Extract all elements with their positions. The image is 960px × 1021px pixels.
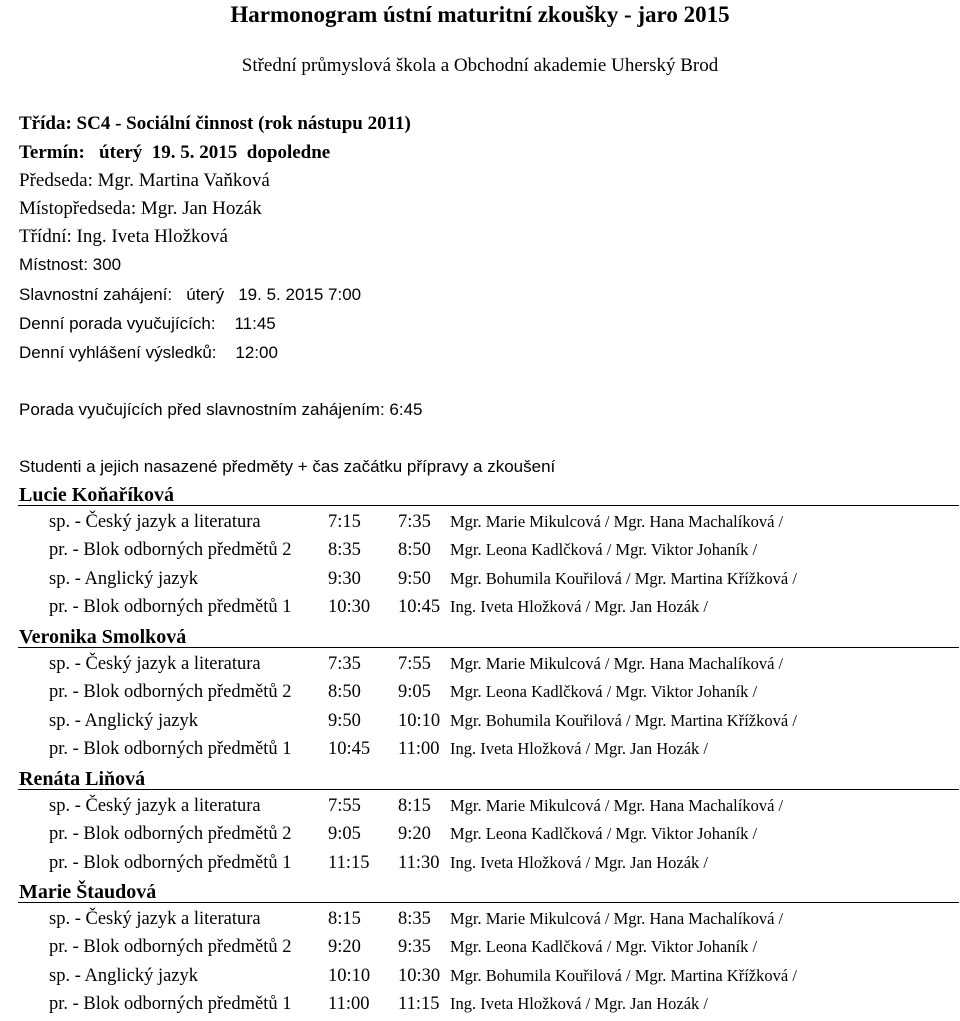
prep-time: 10:30 (328, 596, 371, 617)
exam-subject: pr. - Blok odborných předmětů 1 (49, 852, 292, 873)
prep-time: 7:15 (328, 512, 361, 532)
exam-subject: pr. - Blok odborných předmětů 1 (49, 738, 292, 759)
student-divider (18, 902, 959, 903)
examiners: Ing. Iveta Hložková / Mgr. Jan Hozák / (450, 993, 708, 1013)
examiners: Mgr. Bohumila Kouřilová / Mgr. Martina Křížková / (450, 568, 797, 588)
student-divider (18, 647, 959, 648)
prep-time: 11:00 (328, 993, 370, 1014)
exam-time: 10:30 (398, 965, 441, 986)
exam-time: 9:20 (398, 824, 431, 845)
examiners: Mgr. Bohumila Kouřilová / Mgr. Martina Křížková / (450, 710, 797, 730)
exam-subject: pr. - Blok odborných předmětů 2 (49, 682, 292, 703)
class-teacher: Třídní: Ing. Iveta Hložková (19, 226, 228, 247)
exam-subject: pr. - Blok odborných předmětů 2 (49, 937, 292, 958)
exam-time: 9:35 (398, 937, 431, 958)
exam-time: 8:35 (398, 909, 431, 929)
exam-subject: sp. - Anglický jazyk (49, 710, 199, 731)
exam-time: 10:45 (398, 596, 441, 617)
exam-subject: sp. - Anglický jazyk (49, 568, 199, 589)
prep-time: 7:55 (328, 796, 361, 816)
exam-time: 7:55 (398, 654, 431, 674)
exam-time: 7:35 (398, 512, 431, 532)
examiners: Mgr. Leona Kadlčková / Mgr. Viktor Johaník / (450, 824, 758, 844)
prep-time: 11:15 (328, 852, 370, 873)
term-line: Termín: úterý 19. 5. 2015 dopoledne (19, 142, 331, 163)
student-divider (18, 505, 959, 506)
examiners: Mgr. Marie Mikulcová / Mgr. Hana Machalíková / (450, 909, 784, 928)
prep-time: 9:30 (328, 568, 361, 589)
prep-time: 10:45 (328, 738, 371, 759)
examiners: Mgr. Leona Kadlčková / Mgr. Viktor Johaník / (450, 682, 758, 702)
examiners: Mgr. Marie Mikulcová / Mgr. Hana Machalíková / (450, 654, 784, 673)
room: Místnost: 300 (19, 255, 122, 274)
exam-subject: pr. - Blok odborných předmětů 1 (49, 596, 292, 617)
examiners: Mgr. Leona Kadlčková / Mgr. Viktor Johaník / (450, 937, 758, 957)
examiners: Mgr. Leona Kadlčková / Mgr. Viktor Johaník / (450, 540, 758, 560)
school-name: Střední průmyslová škola a Obchodní akademie Uherský Brod (241, 55, 719, 76)
prep-time: 9:50 (328, 710, 361, 731)
exam-time: 10:10 (398, 710, 441, 731)
prep-time: 10:10 (328, 965, 371, 986)
exam-time: 8:50 (398, 540, 431, 561)
exam-time: 9:50 (398, 568, 431, 589)
exam-subject: pr. - Blok odborných předmětů 2 (49, 824, 292, 845)
student-name: Marie Štaudová (19, 881, 157, 903)
daily-meeting: Denní porada vyučujících: 11:45 (19, 314, 276, 333)
exam-subject: sp. - Český jazyk a literatura (49, 796, 261, 816)
exam-subject: sp. - Český jazyk a literatura (49, 909, 261, 929)
exam-time: 11:15 (398, 993, 440, 1014)
examiners: Ing. Iveta Hložková / Mgr. Jan Hozák / (450, 852, 708, 872)
exam-subject: pr. - Blok odborných předmětů 1 (49, 993, 292, 1014)
students-heading: Studenti a jejich nasazené předměty + čas začátku přípravy a zkoušení (19, 457, 556, 476)
examiners: Ing. Iveta Hložková / Mgr. Jan Hozák / (450, 738, 708, 758)
exam-subject: pr. - Blok odborných předmětů 2 (49, 540, 292, 561)
exam-subject: sp. - Anglický jazyk (49, 965, 199, 986)
student-divider (18, 789, 959, 790)
prep-time: 9:20 (328, 937, 361, 958)
exam-time: 9:05 (398, 682, 431, 703)
examiners: Mgr. Marie Mikulcová / Mgr. Hana Machalíková / (450, 512, 784, 531)
prep-time: 8:15 (328, 909, 361, 929)
exam-time: 11:30 (398, 852, 440, 873)
student-name: Veronika Smolková (19, 626, 187, 648)
vice-chair: Místopředseda: Mgr. Jan Hozák (19, 198, 262, 219)
class-line: Třída: SC4 - Sociální činnost (rok nástupu 2011) (19, 113, 411, 134)
prep-time: 9:05 (328, 824, 361, 845)
examiners: Mgr. Bohumila Kouřilová / Mgr. Martina Křížková / (450, 965, 797, 985)
exam-subject: sp. - Český jazyk a literatura (49, 512, 261, 532)
pre-meeting: Porada vyučujících před slavnostním zahájením: 6:45 (19, 400, 423, 419)
page-title: Harmonogram ústní maturitní zkoušky - jaro 2015 (230, 2, 730, 27)
chair: Předseda: Mgr. Martina Vaňková (19, 170, 270, 191)
examiners: Ing. Iveta Hložková / Mgr. Jan Hozák / (450, 596, 708, 616)
prep-time: 7:35 (328, 654, 361, 674)
examiners: Mgr. Marie Mikulcová / Mgr. Hana Machalíková / (450, 796, 784, 815)
exam-time: 8:15 (398, 796, 431, 816)
prep-time: 8:50 (328, 682, 361, 703)
student-name: Renáta Liňová (19, 768, 146, 790)
opening-ceremony: Slavnostní zahájení: úterý 19. 5. 2015 7:00 (19, 285, 362, 304)
student-name: Lucie Koňaříková (19, 484, 175, 506)
results-announcement: Denní vyhlášení výsledků: 12:00 (19, 343, 278, 362)
exam-subject: sp. - Český jazyk a literatura (49, 654, 261, 674)
prep-time: 8:35 (328, 540, 361, 561)
exam-time: 11:00 (398, 738, 440, 759)
